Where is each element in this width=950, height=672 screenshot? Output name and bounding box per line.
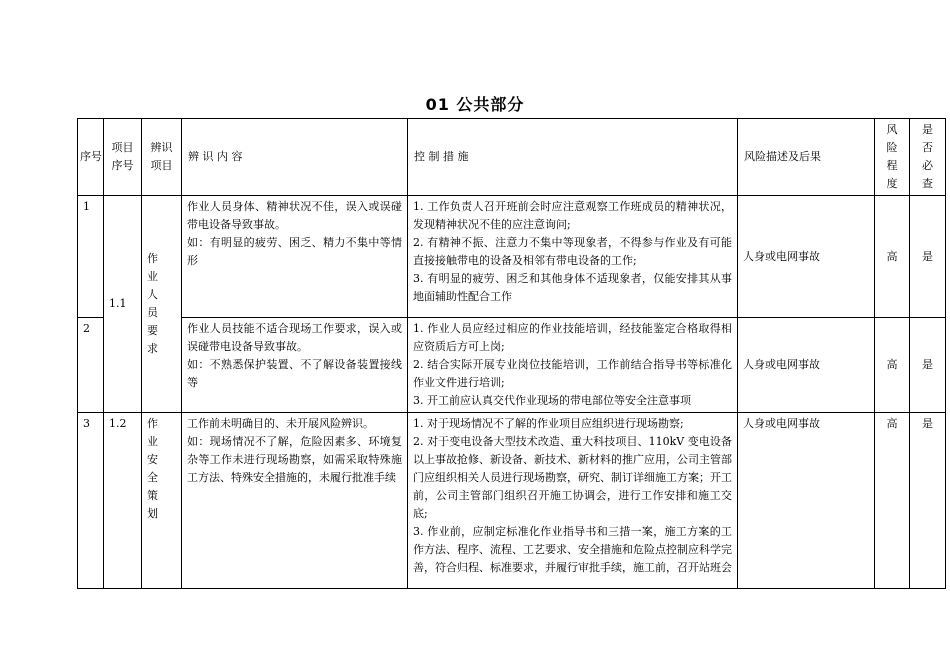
risk-level: 高 [875,413,910,589]
ident-content: 作业人员身体、精神状况不佳，误入或误碰带电设备导致事故。 如：有明显的疲劳、困乏、精力不集中等情形 [182,196,408,318]
ident-item: 作业安全策划 [142,413,182,589]
page-title: 01 公共部分 [425,95,525,114]
required-flag: 是 [910,413,946,589]
table-header-row [78,119,946,196]
ident-content: 作业人员技能不适合现场工作要求，误入或误碰带电设备导致事故。 如：不熟悉保护装置、不了解设备装置接线等 [182,318,408,413]
risk-table [77,118,946,589]
row-no: 1 [78,196,104,318]
control-measures: 1. 对于现场情况不了解的作业项目应组织进行现场勘察; 2. 对于变电设备大型技术改造、重大科技项目、110kV 变电设备以上事故抢修、新设备、新技术、新材料的推广应用，公司主管部门应组织相关人员进行现场勘察，研究、制订详细施工方案；开工前，公司主管部门组织召开施工协调会，进行工作安排和施工交底; 3. 作业前，应制定标准化作业指导书和三措一案，施工方案的工作方法、程序、流程、工艺要求、安全措施和危险点控制应科学完善，符合归程、标准要求，并履行审批手续，施工前，召开站班会 [408,413,738,589]
header-risk-desc: 风险描述及后果 [738,119,875,196]
risk-desc: 人身或电网事故 [738,413,875,589]
header-ident-content: 辨 识 内 容 [182,119,408,196]
table-row [78,318,946,413]
risk-desc: 人身或电网事故 [738,318,875,413]
ident-item: 作业人员要求 [142,196,182,413]
required-flag: 是 [910,318,946,413]
header-item-no: 项目序号 [104,119,142,196]
required-flag: 是 [910,196,946,318]
row-no: 3 [78,413,104,589]
item-no: 1.2 [104,413,142,589]
header-required: 是否必查 [910,119,946,196]
table-row [78,413,946,589]
item-no: 1.1 [104,196,142,413]
risk-desc: 人身或电网事故 [738,196,875,318]
ident-content: 工作前未明确目的、未开展风险辨识。 如：现场情况不了解，危险因素多、环境复杂等工作未进行现场勘察，如需采取特殊施工方法、特殊安全措施的，未履行批准手续 [182,413,408,589]
risk-level: 高 [875,196,910,318]
risk-level: 高 [875,318,910,413]
table-row [78,196,946,318]
header-no: 序号 [78,119,104,196]
header-ident-item: 辨识项目 [142,119,182,196]
header-control: 控 制 措 施 [408,119,738,196]
row-no: 2 [78,318,104,413]
control-measures: 1. 作业人员应经过相应的作业技能培训，经技能鉴定合格取得相应资质后方可上岗; 2. 结合实际开展专业岗位技能培训，工作前结合指导书等标准化作业文件进行培训; 3. 开工前应认真交代作业现场的带电部位等安全注意事项 [408,318,738,413]
header-risk-level: 风险程度 [875,119,910,196]
control-measures: 1. 工作负责人召开班前会时应注意观察工作班成员的精神状况，发现精神状况不佳的应注意询问; 2. 有精神不振、注意力不集中等现象者，不得参与作业及有可能直接接触带电的设备及相邻有带电设备的工作; 3. 有明显的疲劳、困乏和其他身体不适现象者，仅能安排其从事地面辅助性配合工作 [408,196,738,318]
